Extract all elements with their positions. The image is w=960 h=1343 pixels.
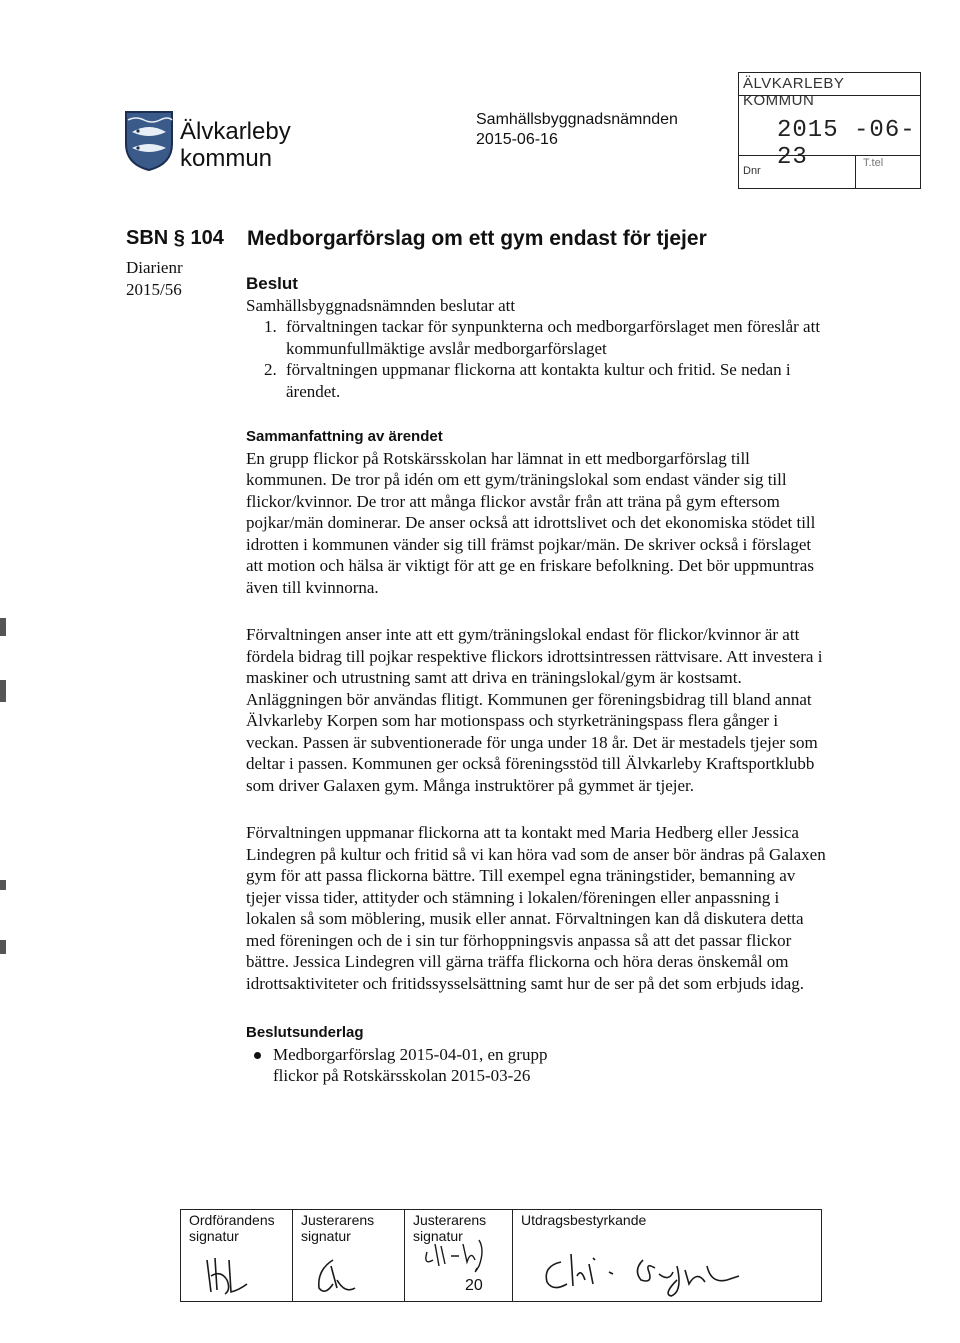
page-number: 20 bbox=[465, 1277, 483, 1294]
decision-item bbox=[246, 359, 826, 402]
committee-name: Samhällsbyggnadsnämnden bbox=[476, 111, 678, 128]
beslut-heading: Beslut bbox=[246, 274, 298, 293]
municipality-name-line1: Älvkarleby bbox=[180, 118, 291, 145]
signature-label: signatur bbox=[413, 1228, 463, 1244]
summary-paragraph: Förvaltningen uppmanar flickorna att ta kontakt med Maria Hedberg eller Jessica Lindegren på kultur och fritid så vi kan höra vad som de anser bör ändras på Galaxen gym för att passa flickorna bättre. Till exempel egna träningstider, bemanning av tjejer vissa tider, attityder och stämning i lokalen/föreningen eller anpassning i lokalen så som möblering, musik eller annat. Förvaltningen kan då diskutera detta med föreningen och de i sin tur förhoppningsvis anpassa så att det passar flickor bättre. Jessica Lindegren vill gärna träffa flickorna och höra deras önskemål om idrottsaktiviteter och fritidssysselsättning samt hur de ser på det som erbjuds idag. bbox=[246, 823, 826, 993]
signature-table bbox=[180, 1209, 822, 1302]
meeting-date: 2015-06-16 bbox=[476, 131, 558, 148]
decision-list bbox=[246, 316, 826, 402]
stamp-divider bbox=[855, 155, 856, 188]
diarie-number: 2015/56 bbox=[126, 280, 182, 299]
summary-paragraph: Förvaltningen anser inte att ett gym/träningslokal endast för flickor/kvinnor är att fördela bidrag till pojkar respektive flickors idrottsintressen rättvisare. Att investera i maskiner och utrustning samt att driva en träningslokal/gym är kostsamt. Anläggningen bör användas flitigt. Kommunen ger föreningsbidrag till bland annat Älvkarleby Korpen som har motionspass och styrketräningspass flera gånger i veckan. Passen är subventionerade för unga under 18 år. Det är mestadels tjejer som deltar i passen. Kommunen ger också föreningsstöd till Älvkarleby Kraftsportklubb som driver Galaxen gym. Många instruktörer på gymmet är tjejer. bbox=[246, 625, 823, 795]
stamp-title: ÄLVKARLEBY KOMMUN bbox=[743, 75, 845, 109]
decision-number: 1. bbox=[264, 317, 277, 336]
basis-item: Medborgarförslag 2015-04-01, en grupp flickor på Rotskärsskolan 2015-03-26 bbox=[246, 1044, 573, 1087]
summary-paragraph: En grupp flickor på Rotskärsskolan har lämnat in ett medborgarförslag till kommunen. De tror på idén om ett gym/träningslokal som endast vänder sig till flickor/kvinnor. De tror att många flickor avstår från att träna på gym eftersom pojkar/män dominerar. De anser också att idrottslivet och det ekonomiska stödet till idrotten i kommunen vänder sig till främst pojkar/män. De skriver också i förslaget att motion och hälsa är viktigt för att ge en friskare befolkning. Det bör uppmuntras även till kvinnorna. bbox=[246, 448, 816, 597]
stamp-tel-label: T.tel bbox=[863, 157, 884, 169]
scan-mark bbox=[0, 880, 6, 890]
signature-label: signatur bbox=[189, 1228, 239, 1244]
scan-mark bbox=[0, 618, 6, 636]
decision-number: 2. bbox=[264, 360, 277, 379]
stamp-divider bbox=[739, 155, 920, 156]
scan-mark bbox=[0, 680, 6, 702]
handwritten-initials bbox=[293, 1210, 405, 1302]
signature-label: Justerarens bbox=[301, 1212, 375, 1228]
municipality-name bbox=[180, 118, 291, 172]
sammanfattning-heading: Sammanfattning av ärendet bbox=[246, 428, 443, 445]
stamp-divider bbox=[739, 95, 920, 96]
stamp-date: 2015 -06- 23 bbox=[777, 117, 916, 171]
beslut-intro: Samhällsbyggnadsnämnden beslutar att bbox=[246, 295, 516, 315]
section-title: Medborgarförslag om ett gym endast för tjejer bbox=[247, 227, 707, 250]
decision-item bbox=[246, 316, 826, 359]
diarie-label: Diarienr bbox=[126, 258, 183, 277]
stamp-dnr-label: Dnr bbox=[743, 165, 761, 177]
coat-of-arms-logo bbox=[124, 110, 174, 172]
signature-cell-adjuster-2 bbox=[405, 1210, 513, 1301]
scan-mark bbox=[0, 940, 6, 954]
basis-list bbox=[246, 1044, 826, 1087]
signature-label: Justerarens bbox=[413, 1212, 487, 1228]
decision-text: förvaltningen tackar för synpunkterna och medborgarförslaget men föreslår att kommunfullmäktige avslår medborgarförslaget bbox=[286, 317, 821, 358]
handwritten-initials bbox=[181, 1210, 293, 1302]
signature-label: signatur bbox=[301, 1228, 351, 1244]
signature-label: Ordförandens bbox=[189, 1212, 275, 1228]
section-number: SBN § 104 bbox=[126, 227, 224, 249]
municipality-name-line2: kommun bbox=[180, 145, 273, 172]
handwritten-initials bbox=[405, 1210, 513, 1302]
handwritten-signature bbox=[513, 1210, 813, 1302]
signature-cell-certification bbox=[513, 1210, 821, 1301]
signature-cell-chair bbox=[181, 1210, 293, 1301]
meeting-info bbox=[476, 110, 678, 150]
signature-cell-adjuster-1 bbox=[293, 1210, 405, 1301]
diarie-block bbox=[126, 257, 183, 301]
decision-text: förvaltningen uppmanar flickorna att kontakta kultur och fritid. Se nedan i ärendet. bbox=[286, 360, 791, 401]
received-stamp bbox=[738, 72, 921, 189]
document-body bbox=[246, 273, 826, 1087]
beslutsunderlag-heading: Beslutsunderlag bbox=[246, 1024, 364, 1041]
signature-label: Utdragsbestyrkande bbox=[521, 1212, 647, 1228]
